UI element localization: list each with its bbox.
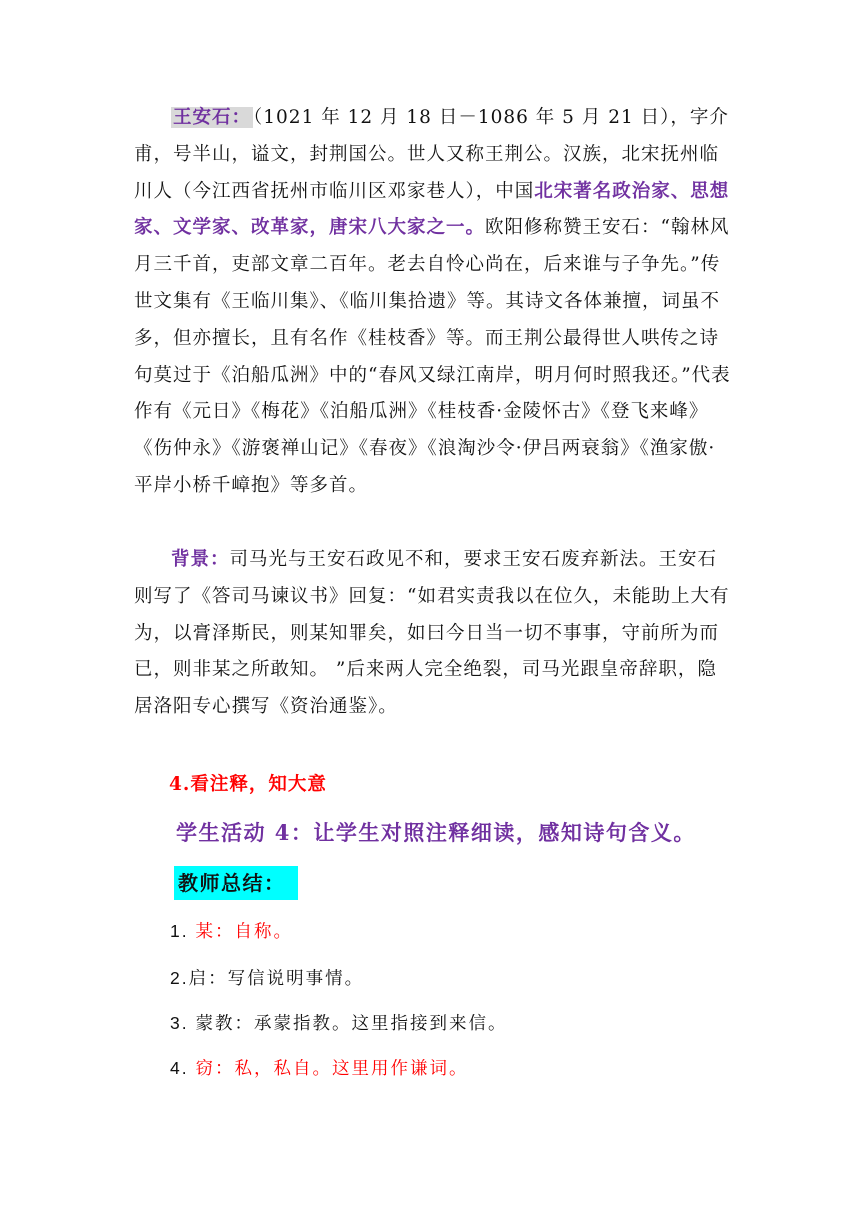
note-item bbox=[170, 965, 364, 991]
note-number: 2. bbox=[170, 968, 189, 988]
note-text: 蒙教：承蒙指教。这里指接到来信。 bbox=[195, 1013, 508, 1033]
teacher-summary-label: 教师总结： bbox=[174, 866, 298, 900]
note-text: 窃：私，私自。这里用作谦词。 bbox=[195, 1058, 469, 1078]
note-number: 4. bbox=[170, 1058, 189, 1078]
note-text: 启：写信说明事情。 bbox=[188, 968, 365, 988]
background-text: 司马光与王安石政见不和，要求王安石废弃新法。王安石则写了《答司马谏议书》回复：“如君实责我以在位久，未能助上大有为，以膏泽斯民，则某知罪矣，如曰今日当一切不事事，守前所为而已，则非某之所敢知。 ”后来两人完全绝裂，司马光跟皇帝辞职，隐居洛阳专心撰写《资治通鉴》。 bbox=[134, 549, 730, 718]
section-heading: 4.看注释，知大意 bbox=[169, 774, 327, 795]
note-item bbox=[170, 1055, 468, 1081]
note-number: 1. bbox=[170, 921, 189, 941]
note-number: 3. bbox=[170, 1013, 189, 1033]
background-label: 背景： bbox=[171, 549, 230, 570]
biography-paragraph bbox=[134, 100, 734, 505]
background-paragraph bbox=[134, 542, 734, 726]
note-item bbox=[170, 918, 293, 944]
biography-text-a: （1021 年 12 月 18 日－1086 年 5 月 21 日），字介甫，号半山，谥文，封荆国公。世人又称王荆公。汉族，北宋抚州临川人（今江西省抚州市临川区邓家巷人），中国 bbox=[134, 107, 729, 202]
biography-highlight: 北宋著名政治家、思想家、文学家、改革家，唐宋八大家之一。 bbox=[134, 180, 730, 239]
biography-text-b: 欧阳修称赞王安石：“翰林风月三千首，吏部文章二百年。老去自怜心尚在，后来谁与子争先。”传世文集有《王临川集》、《临川集拾遗》等。其诗文各体兼擅，词虽不多，但亦擅长，且有名作《桂枝香》等。而王荆公最得世人哄传之诗句莫过于《泊船瓜洲》中的“春风又绿江南岸，明月何时照我还。”代表作有《元日》《梅花》《泊船瓜洲》《桂枝香·金陵怀古》《登飞来峰》《伤仲永》《游褒禅山记》《春夜》《浪淘沙令·伊吕两衰翁》《渔家傲·平岸小桥千嶂抱》等多首。 bbox=[134, 217, 731, 496]
note-text: 某：自称。 bbox=[195, 921, 293, 941]
wang-anshi-label: 王安石： bbox=[173, 107, 252, 128]
note-item bbox=[170, 1010, 507, 1036]
student-activity: 学生活动 4：让学生对照注释细读，感知诗句含义。 bbox=[176, 820, 696, 845]
